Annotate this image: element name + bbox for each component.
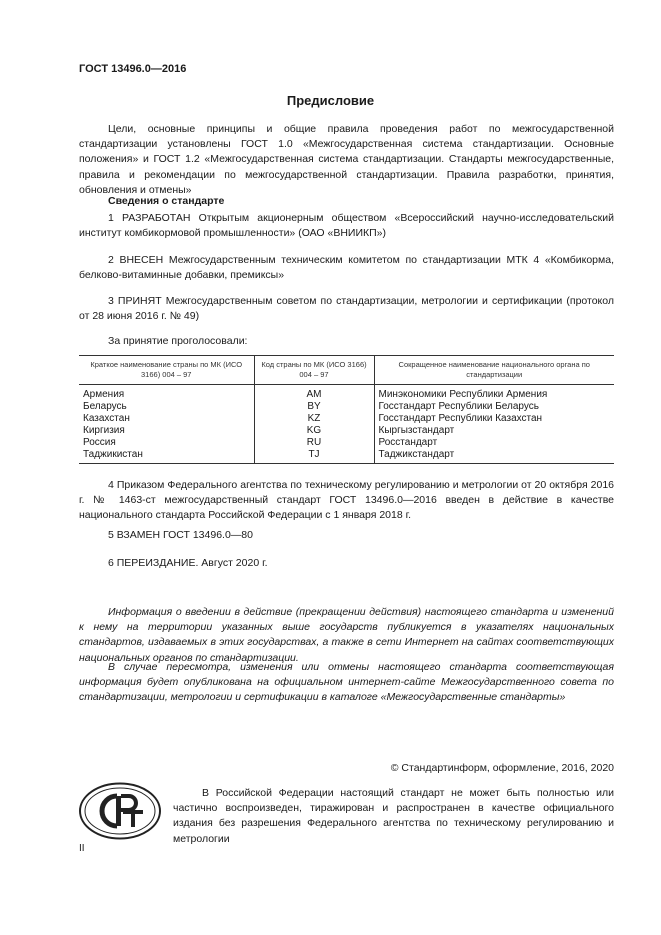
table-row — [79, 437, 614, 449]
column-header-code: Код страны по МК (ИСО 3166) 004 – 97 — [254, 356, 374, 385]
country-cell: Беларусь — [83, 401, 127, 412]
rst-logo-icon — [79, 782, 161, 840]
page-number: II — [79, 843, 85, 854]
legal-notice: В Российской Федерации настоящий стандарт не может быть полностью или частично воспроизведен, тиражирован и распространен в качестве официального издания без разрешения Федерального агентства по техническому регулированию и метрологии — [173, 787, 614, 845]
item-2-introduced: 2 ВНЕСЕН Межгосударственным техническим комитетом по стандартизации МТК 4 «Комбикорма, белково-витаминные добавки, премиксы» — [79, 254, 614, 282]
column-header-country: Краткое наименование страны по МК (ИСО 3166) 004 – 97 — [79, 356, 254, 385]
table-row — [79, 425, 614, 437]
intro-paragraph: Цели, основные принципы и общие правила проведения работ по межгосударственной стандартизации установлены ГОСТ 1.0 «Межгосударственная система стандартизации. Основные положения» и ГОСТ 1.2 «Межгосударственная система стандартизации. Стандарты межгосударственные, правила и рекомендации по межгосударственной стандартизации. Правила разработки, принятия, обновления и отмены» — [79, 123, 614, 196]
country-cell: Армения — [83, 389, 125, 400]
body-cell: Госстандарт Республики Беларусь — [374, 401, 614, 413]
table-header-row — [79, 356, 614, 385]
votes-label: За принятие проголосовали: — [108, 335, 248, 347]
country-cell: Россия — [83, 437, 116, 448]
item-4-enacted: 4 Приказом Федерального агентства по техническому регулированию и метрологии от 20 октября 2016 г. № 1463-ст межгосударственный стандарт ГОСТ 13496.0—2016 введен в действие в качестве национального стандарта Российской Федерации с 1 января 2018 г. — [79, 479, 614, 522]
rst-logo — [79, 782, 161, 840]
code-cell: RU — [254, 437, 374, 449]
item-6-reissue: 6 ПЕРЕИЗДАНИЕ. Август 2020 г. — [108, 557, 268, 569]
copyright-line: © Стандартинформ, оформление, 2016, 2020 — [390, 762, 614, 774]
info-paragraph-1: Информация о введении в действие (прекращении действия) настоящего стандарта и изменений к нему на территории указанных выше государств публикуется в указателях национальных стандартов, издаваемых в этих государствах, а также в сети Интернет на сайтах соответствующих национальных органов по стандартизации. — [79, 606, 614, 664]
body-cell: Таджикстандарт — [374, 449, 614, 464]
page-title: Предисловие — [286, 93, 375, 108]
item-3-adopted: 3 ПРИНЯТ Межгосударственным советом по стандартизации, метрологии и сертификации (протокол от 28 июня 2016 г. № 49) — [79, 295, 614, 323]
country-cell: Казахстан — [83, 413, 130, 424]
country-cell: Киргизия — [83, 425, 125, 436]
table-row — [79, 413, 614, 425]
body-cell: Росстандарт — [374, 437, 614, 449]
body-cell: Минэкономики Республики Армения — [374, 385, 614, 402]
code-cell: BY — [254, 401, 374, 413]
country-cell: Таджикистан — [79, 449, 254, 464]
document-id: ГОСТ 13496.0—2016 — [79, 63, 187, 75]
info-paragraph-2: В случае пересмотра, изменения или отмены настоящего стандарта соответствующая информация будет опубликована на официальном интернет-сайте Межгосударственного совета по стандартизации, метрологии и сертификации в каталоге «Межгосударственные стандарты» — [79, 661, 614, 704]
item-5-replaces: 5 ВЗАМЕН ГОСТ 13496.0—80 — [108, 529, 253, 541]
body-cell: Госстандарт Республики Казахстан — [374, 413, 614, 425]
code-cell: AM — [254, 385, 374, 402]
voting-table — [79, 355, 614, 464]
table-row — [79, 385, 614, 402]
code-cell: KZ — [254, 413, 374, 425]
code-cell: TJ — [254, 449, 374, 464]
table-row — [79, 401, 614, 413]
column-header-body: Сокращенное наименование национального органа по стандартизации — [374, 356, 614, 385]
table-row — [79, 449, 614, 464]
code-cell: KG — [254, 425, 374, 437]
body-cell: Кыргызстандарт — [374, 425, 614, 437]
item-1-developed: 1 РАЗРАБОТАН Открытым акционерным обществом «Всероссийский научно-исследовательский институт комбикормовой промышленности» (ОАО «ВНИИКП») — [79, 212, 614, 240]
about-standard-heading: Сведения о стандарте — [108, 195, 225, 207]
